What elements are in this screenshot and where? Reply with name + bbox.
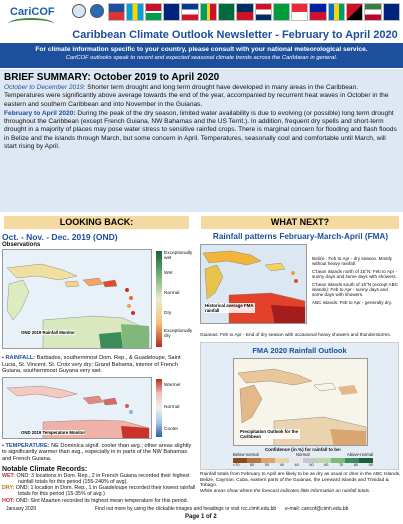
confidence-groups xyxy=(233,452,373,457)
legend-wet: Wet xyxy=(164,271,173,276)
footer-email[interactable]: e-mail: caricof@cimh.edu.bb xyxy=(285,506,349,512)
rainfall-patterns-title[interactable]: Rainfall patterns February-March-April (FMA) xyxy=(212,232,389,241)
summary-text-2: During the peak of the dry season, limited water availability is due to evolving (or possible) long term drought throughout the Caribbean (except French Guiana, NW Bahamas and the US Territ.). In addition, frequent dry spells and short-term drought in a majority of places may pose water stress to sensitive rainfed crops. There is marginal concern for flooding and flash floods in Belize and the islands through March, but some concern in April. Temperatures, seasonally cool and comfortable until March, will start rising by April. xyxy=(4,109,397,151)
summary-paragraph-1 xyxy=(4,84,399,109)
record-hot-tag: HOT: xyxy=(2,497,15,504)
footer-date: January 2020 xyxy=(6,506,37,512)
flag-icon xyxy=(255,3,272,21)
rainfall-legend xyxy=(154,249,195,349)
rainfall-bullet-text: Barbados, southernmost Dom. Rep., & Guadeloupe, Saint Lucia, St. Vincent, St. Croix very dry; Grand Bahama, interior of French Guiana, southernmost Guyana very wet. xyxy=(2,355,181,375)
caricof-logo xyxy=(6,2,68,32)
looking-back-heading: LOOKING BACK: xyxy=(4,216,189,229)
tick-label: 40 xyxy=(279,463,284,467)
note-south-islands: C'bean islands south of 15°N (except ABC islands): Feb to Apr - sunny days and some days with showers. xyxy=(312,281,398,298)
tick-label: 60 xyxy=(324,463,329,467)
tick-label: 90 xyxy=(368,463,373,467)
summary-lead-2: February to April 2020: xyxy=(4,109,76,117)
logo-text: CariCOF xyxy=(10,6,55,18)
what-next-column xyxy=(200,232,401,494)
what-next-heading: WHAT NEXT? xyxy=(201,216,399,229)
record-dry-tag: DRY: xyxy=(2,485,15,492)
record-wet-text: OND: 3 locations in Dom. Rep., 2 in French Guiana recorded their highest rainfall totals for this period (155-240% of avg). xyxy=(16,472,190,485)
flag-icon xyxy=(108,3,125,21)
record-hot xyxy=(2,498,197,504)
flag-icon xyxy=(200,3,217,21)
flag-icon xyxy=(236,3,253,21)
rainfall-bullet-lead: RAINFALL: xyxy=(5,355,36,361)
header-banner xyxy=(0,43,403,68)
legend-warmer: Warmer xyxy=(164,382,181,388)
tick-label: 50 xyxy=(309,463,314,467)
fma-outlook-title[interactable]: FMA 2020 Rainfall Outlook xyxy=(252,346,347,355)
rainfall-map-caption: OND 2019 Rainfall Monitor xyxy=(21,330,75,335)
newsletter-header xyxy=(0,0,403,68)
temperature-legend xyxy=(154,377,195,439)
fma-outlook-map[interactable] xyxy=(233,358,368,446)
flag-icon xyxy=(218,3,235,21)
observations-label: Observations xyxy=(2,242,41,248)
confidence-normal: Normal xyxy=(296,452,310,457)
note-abc-islands: ABC islands: Feb to Apr - generally dry. xyxy=(312,299,393,305)
footer-link[interactable]: Find out more by using the clickable images and headings or visit rcc.cimh.edu.bb xyxy=(95,506,277,512)
header-line-1: For climate information specific to your country, please consult with your national meteorological service. xyxy=(35,46,368,53)
confidence-ticks xyxy=(233,463,373,467)
looking-back-column xyxy=(2,232,197,504)
historical-rainfall-map[interactable] xyxy=(200,244,307,324)
flag-icon xyxy=(383,3,400,21)
legend-cooler: Cooler xyxy=(164,426,179,432)
regional-notes xyxy=(312,256,400,307)
flag-icon xyxy=(181,3,198,21)
summary-title: BRIEF SUMMARY: October 2019 to April 2020 xyxy=(4,72,220,83)
confidence-below: Below-normal xyxy=(233,452,259,457)
flag-icon xyxy=(291,3,308,21)
wmo-emblem-icon xyxy=(90,4,104,18)
flag-icon xyxy=(364,3,381,21)
tick-label: 40 xyxy=(294,463,299,467)
temperature-monitor-block xyxy=(2,377,197,441)
tick-label: 70 xyxy=(339,463,344,467)
flag-icon xyxy=(328,3,345,21)
confidence-above: Above-normal xyxy=(346,452,373,457)
tick-label: 60 xyxy=(250,463,255,467)
temperature-map-caption: OND 2019 Temperature Monitor xyxy=(21,429,86,435)
tick-label: <70 xyxy=(233,463,240,467)
legend-dry: Dry xyxy=(164,311,172,316)
flag-icon xyxy=(145,3,162,21)
record-dry xyxy=(2,485,197,498)
temperature-bullet-lead: TEMPERATURE: xyxy=(5,442,50,449)
newsletter-footer xyxy=(0,505,403,524)
temperature-bullet: • TEMPERATURE: NE Dominica signif. cooler than avg.; other areas slightly to significantly warmer than avg., especially in in parts of the NW Bahamas and French Guiana. xyxy=(2,442,192,462)
country-flags xyxy=(108,3,400,21)
record-hot-text: OND: Sint Maarten recorded its highest mean temperature for this period. xyxy=(15,497,189,504)
tick-label: 50 xyxy=(264,463,270,467)
flag-icon xyxy=(163,3,180,21)
notable-records-title: Notable Climate Records: xyxy=(2,465,88,473)
confidence-title: Confidence (in %) for rainfall to be: xyxy=(264,447,342,452)
flag-icon xyxy=(273,3,290,21)
legend-exceptionally-dry: Exceptionally dry xyxy=(164,329,193,339)
flag-icon xyxy=(346,3,363,21)
legend-normal-temp: Normal xyxy=(164,404,180,410)
brief-summary xyxy=(0,69,403,212)
summary-paragraph-2 xyxy=(4,110,399,151)
confidence-legend xyxy=(233,447,373,467)
note-belize: Belize : Feb to Apr - dry season. Mostly without heavy rainfall. xyxy=(312,256,392,267)
tick-label: 80 xyxy=(353,463,359,467)
record-dry-text: OND: 1 location in Dom. Rep., 1 in Guadeloupe recorded their lowest rainfall totals for this period (15-35% of avg.) xyxy=(15,485,196,498)
forecast-map-label: Precipitation Outlook for the Caribbean xyxy=(240,429,299,439)
ond-title[interactable]: Oct. - Nov. - Dec. 2019 (OND) xyxy=(2,232,118,242)
rainfall-patterns-block xyxy=(200,244,401,330)
legend-exceptionally-wet: Exceptionally wet xyxy=(164,251,193,261)
header-line-2: CariCOF outlooks speak to recent and expected seasonal climate trends across the Caribbean in general. xyxy=(65,55,338,61)
noaa-emblem-icon xyxy=(72,4,86,18)
historical-map-label: Historical average FMA rainfall xyxy=(205,303,254,313)
rainfall-monitor-map[interactable] xyxy=(2,249,152,349)
record-wet-tag: WET: xyxy=(2,472,15,479)
flag-icon xyxy=(309,3,326,21)
flag-icon xyxy=(126,3,143,21)
outlook-note: White areas show where the forecast indicates little information on rainfall totals. xyxy=(200,488,371,494)
temperature-monitor-map[interactable] xyxy=(2,377,152,439)
record-wet xyxy=(2,473,197,486)
summary-lead-1: October to December 2019: xyxy=(4,84,86,91)
legend-normal: Normal xyxy=(164,291,180,296)
page-number: Page 1 of 2 xyxy=(185,514,217,520)
rainfall-bullet: • RAINFALL: Barbados, southernmost Dom. Rep., & Guadeloupe, Saint Lucia, St. Vincent, St. Croix very dry; Grand Bahama, interior of French Guiana, southernmost Guyana very wet. xyxy=(2,355,181,375)
temperature-bullet-text: NE Dominica signif. cooler than avg.; other areas slightly to significantly warmer than avg., especially in in parts of the NW Bahamas and French Guiana. xyxy=(2,442,192,462)
summary-text-1: Shorter term drought and long term drought have developed in many areas in the Caribbean. Temperatures were significantly above average towards the end of the year, accompanied by recurrent heat waves in October in the eastern and southern Caribbean and into November in the Guianas. xyxy=(4,84,389,108)
note-north-islands: C'bean islands north of 15°N: Feb to Apr - sunny days and some days with showers. xyxy=(312,268,397,280)
rainfall-monitor-block xyxy=(2,249,197,353)
outlook-text: Rainfall totals from February to April are likely to be as dry as usual or drier in the ABC Islands, Belize, Cayman, Cuba, eastern parts of the Guianas, the Leeward Islands and Trinidad & Tobago. xyxy=(200,472,401,489)
guianas-note: Guianas: Feb to Apr - End of dry season with occasional heavy showers and thunderstorms. xyxy=(200,332,391,337)
newsletter-title: Caribbean Climate Outlook Newsletter - February to April 2020 xyxy=(72,29,398,41)
fma-outlook-box xyxy=(200,342,399,470)
